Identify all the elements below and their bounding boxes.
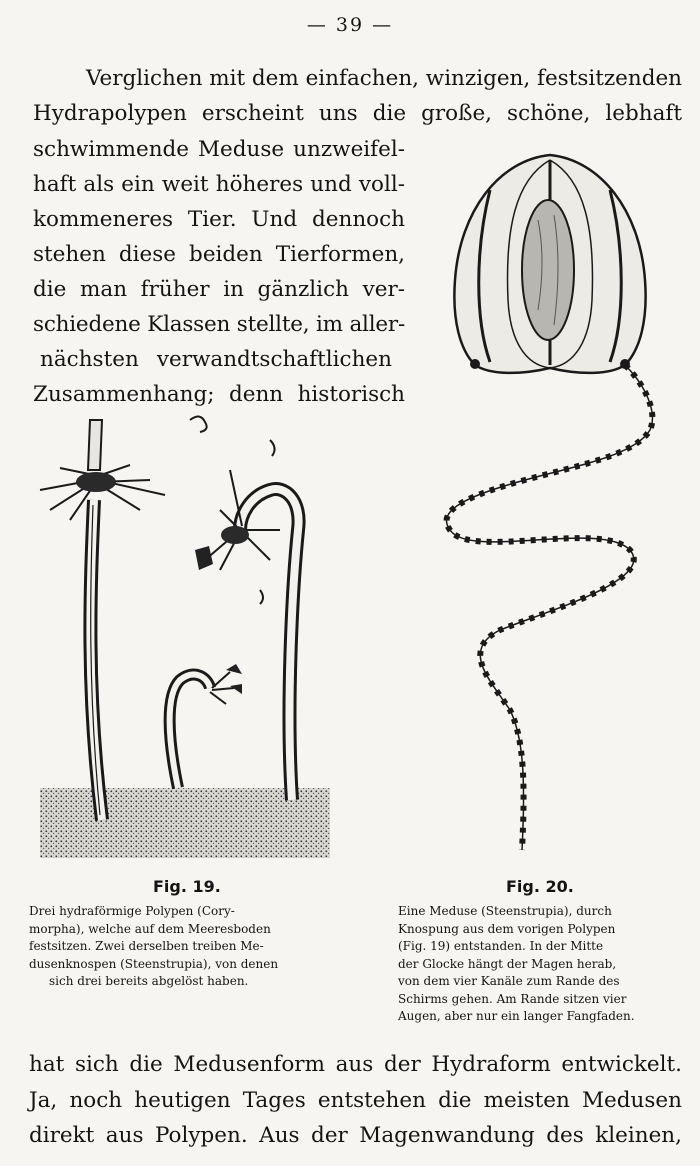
caption-line: sich drei bereits abgelöst haben. <box>49 974 249 988</box>
fig19-label: Fig. 19. <box>153 877 221 896</box>
text-line: Verglichen mit dem einfachen, winzigen, festsitzenden <box>86 66 683 91</box>
caption-line: Eine Meduse (Steenstrupia), durch <box>398 904 612 918</box>
text-line: haft als ein weit höheres und voll- <box>33 172 405 197</box>
medusa-tentacle <box>447 365 653 850</box>
fig20-illustration <box>430 150 680 870</box>
text-line: nächsten verwandtschaftlichen <box>40 347 392 372</box>
caption-line: von dem vier Kanäle zum Rande des <box>398 974 620 988</box>
caption-line: der Glocke hängt der Magen herab, <box>398 956 617 971</box>
medusa-stomach <box>522 200 574 340</box>
text-line: hat sich die Medusenform aus der Hydraform entwickelt. <box>29 1052 682 1077</box>
caption-line: dusenknospen (Steenstrupia), von denen <box>29 956 279 971</box>
text-line: Zusammenhang; denn historisch <box>33 382 405 407</box>
caption-line: Schirms gehen. Am Rande sitzen vier <box>398 991 627 1006</box>
fig20-caption <box>398 903 683 1026</box>
fig20-label: Fig. 20. <box>506 877 574 896</box>
caption-line: Drei hydraförmige Polypen (Cory- <box>29 904 235 918</box>
page-number: — 39 — <box>306 14 394 36</box>
caption-line: morpha), welche auf dem Meeresboden <box>29 921 271 936</box>
text-line: die man früher in gänzlich ver- <box>33 277 405 302</box>
caption-line: Augen, aber nur ein langer Fangfaden. <box>398 1009 635 1023</box>
text-line: Ja, noch heutigen Tages entstehen die meisten Medusen <box>29 1088 682 1113</box>
text-line: schwimmende Meduse unzweifel- <box>33 137 405 162</box>
fig19-caption <box>29 903 344 991</box>
text-line: direkt aus Polypen. Aus der Magenwandung des kleinen, <box>29 1123 682 1148</box>
text-line: stehen diese beiden Tierformen, <box>33 242 405 267</box>
text-line: Hydrapolypen erscheint uns die große, schöne, lebhaft <box>33 101 682 126</box>
fig19-illustration <box>30 410 340 870</box>
caption-line: Knospung aus dem vorigen Polypen <box>398 921 616 936</box>
caption-line: (Fig. 19) entstanden. In der Mitte <box>398 939 604 953</box>
caption-line: festsitzen. Zwei derselben treiben Me- <box>29 939 264 953</box>
text-line: schiedene Klassen stellte, im aller- <box>33 312 405 337</box>
text-line: kommeneres Tier. Und dennoch <box>33 207 405 232</box>
